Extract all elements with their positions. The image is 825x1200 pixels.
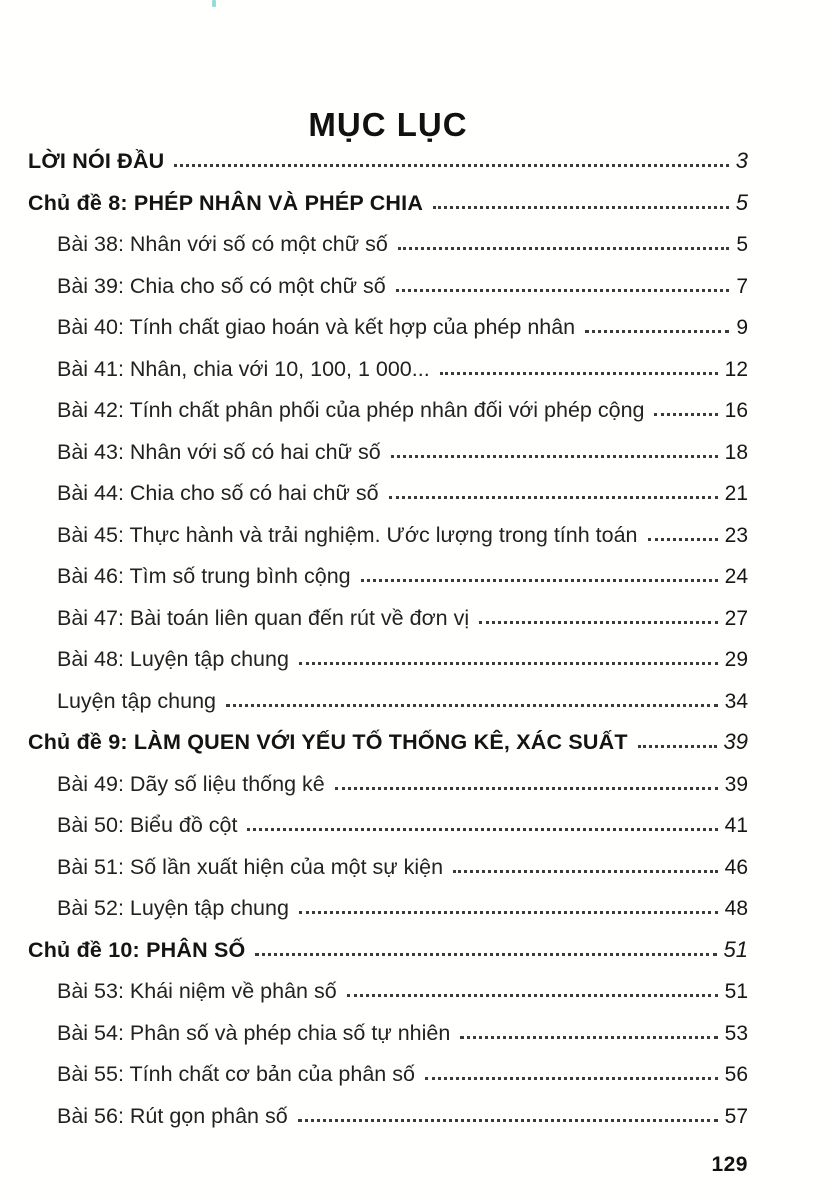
dot-leader bbox=[396, 289, 730, 292]
dot-leader bbox=[389, 496, 718, 499]
toc-entry bbox=[28, 1013, 748, 1055]
toc-entry bbox=[28, 224, 748, 266]
toc-entry-label: Bài 47: Bài toán liên quan đến rút về đơn vị bbox=[57, 605, 470, 630]
dot-leader bbox=[255, 953, 716, 956]
toc-entry-label: Bài 53: Khái niệm về phân số bbox=[57, 979, 337, 1003]
dot-leader bbox=[433, 206, 729, 209]
dot-leader bbox=[460, 1036, 717, 1039]
footer-page-number: 129 bbox=[711, 1153, 748, 1176]
toc-entry-page: 12 bbox=[724, 357, 748, 381]
toc-entry-label: Chủ đề 10: PHÂN SỐ bbox=[28, 937, 246, 962]
dot-leader bbox=[299, 911, 718, 914]
toc-entry-label: Bài 42: Tính chất phân phối của phép nhân đối với phép cộng bbox=[57, 398, 645, 422]
dot-leader bbox=[638, 745, 717, 748]
toc-entry-page: 18 bbox=[724, 440, 748, 464]
dot-leader bbox=[247, 828, 717, 831]
toc-entry bbox=[28, 722, 748, 764]
toc-entry bbox=[28, 390, 748, 432]
toc-entry-page: 27 bbox=[724, 606, 748, 630]
toc-entry-page: 7 bbox=[736, 274, 748, 298]
toc-entry-label: Bài 44: Chia cho số có hai chữ số bbox=[57, 481, 379, 505]
toc-entry bbox=[28, 432, 748, 474]
toc-entry-label: Bài 46: Tìm số trung bình cộng bbox=[57, 564, 351, 588]
dot-leader bbox=[391, 455, 718, 458]
toc-entry-page: 24 bbox=[724, 565, 748, 588]
toc-entry bbox=[28, 639, 748, 681]
scan-artifact bbox=[212, 0, 216, 7]
dot-leader bbox=[361, 579, 718, 582]
dot-leader bbox=[299, 662, 718, 665]
toc-entry-label: Chủ đề 8: PHÉP NHÂN VÀ PHÉP CHIA bbox=[28, 190, 424, 215]
dot-leader bbox=[398, 247, 729, 250]
toc-entry-page: 3 bbox=[735, 148, 748, 173]
toc-entry bbox=[28, 971, 748, 1013]
dot-leader bbox=[174, 164, 728, 167]
toc-entry bbox=[28, 930, 748, 972]
toc-entry bbox=[28, 847, 748, 889]
toc-entry bbox=[28, 888, 748, 930]
toc-entry bbox=[28, 266, 748, 308]
toc-entry-page: 5 bbox=[736, 233, 748, 256]
toc-entry-label: Bài 40: Tính chất giao hoán và kết hợp của phép nhân bbox=[57, 315, 576, 339]
toc-entry bbox=[28, 598, 748, 640]
toc-entry bbox=[28, 1054, 748, 1096]
toc-entry-label: Bài 54: Phân số và phép chia số tự nhiên bbox=[57, 1020, 451, 1045]
toc-entry-page: 57 bbox=[724, 1104, 748, 1128]
dot-leader bbox=[440, 372, 718, 375]
dot-leader bbox=[298, 1119, 718, 1122]
toc-entry-page: 48 bbox=[724, 897, 748, 920]
toc-entry-page: 34 bbox=[724, 689, 748, 713]
toc-entry-page: 46 bbox=[724, 855, 748, 879]
toc-entry-label: Bài 39: Chia cho số có một chữ số bbox=[57, 273, 386, 298]
dot-leader bbox=[648, 538, 718, 541]
toc-entry-page: 39 bbox=[723, 729, 748, 754]
toc-entry-label: Bài 43: Nhân với số có hai chữ số bbox=[57, 439, 381, 464]
toc-entry bbox=[28, 141, 748, 183]
toc-entry-label: Bài 38: Nhân với số có một chữ số bbox=[57, 232, 388, 256]
toc-entry-page: 51 bbox=[723, 936, 748, 962]
toc-entry-label: Luyện tập chung bbox=[57, 688, 216, 713]
toc-entry bbox=[28, 681, 748, 723]
toc-entry bbox=[28, 349, 748, 391]
dot-leader bbox=[479, 621, 718, 624]
toc-entry-page: 5 bbox=[735, 189, 748, 215]
toc-entry bbox=[28, 764, 748, 806]
toc-entry-page: 21 bbox=[724, 482, 748, 505]
toc-entry bbox=[28, 473, 748, 515]
toc-entry bbox=[28, 805, 748, 847]
toc-list bbox=[28, 141, 748, 1137]
dot-leader bbox=[425, 1077, 718, 1080]
dot-leader bbox=[453, 870, 718, 873]
toc-entry bbox=[28, 515, 748, 557]
toc-entry bbox=[28, 307, 748, 349]
toc-entry-label: Bài 41: Nhân, chia với 10, 100, 1 000... bbox=[57, 356, 430, 381]
toc-entry-label: LỜI NÓI ĐẦU bbox=[28, 149, 165, 173]
toc-entry bbox=[28, 556, 748, 598]
dot-leader bbox=[226, 704, 718, 707]
toc-entry-label: Bài 56: Rút gọn phân số bbox=[57, 1103, 288, 1128]
toc-entry-page: 51 bbox=[724, 980, 748, 1003]
page-title: MỤC LỤC bbox=[308, 106, 468, 144]
toc-entry-label: Bài 50: Biểu đồ cột bbox=[57, 813, 238, 837]
dot-leader bbox=[585, 330, 729, 333]
toc-entry-page: 16 bbox=[724, 399, 748, 422]
toc-entry-page: 56 bbox=[724, 1063, 748, 1086]
dot-leader bbox=[335, 787, 718, 790]
toc-entry-page: 23 bbox=[724, 523, 748, 547]
toc-entry-label: Bài 48: Luyện tập chung bbox=[57, 647, 289, 671]
toc-entry-page: 39 bbox=[724, 772, 748, 796]
dot-leader bbox=[654, 413, 717, 416]
toc-entry-label: Bài 52: Luyện tập chung bbox=[57, 896, 289, 920]
toc-entry bbox=[28, 1096, 748, 1138]
toc-entry-label: Bài 49: Dãy số liệu thống kê bbox=[57, 771, 325, 796]
toc-entry-label: Bài 51: Số lần xuất hiện của một sự kiện bbox=[57, 854, 444, 879]
toc-entry-page: 41 bbox=[724, 814, 748, 837]
toc-entry-page: 9 bbox=[736, 316, 748, 339]
toc-entry-page: 53 bbox=[724, 1021, 748, 1045]
toc-entry-page: 29 bbox=[724, 648, 748, 671]
toc-entry-label: Chủ đề 9: LÀM QUEN VỚI YẾU TỐ THỐNG KÊ, XÁC SUẤT bbox=[28, 730, 628, 754]
toc-entry bbox=[28, 183, 748, 225]
dot-leader bbox=[347, 994, 718, 997]
toc-entry-label: Bài 55: Tính chất cơ bản của phân số bbox=[57, 1062, 415, 1086]
toc-entry-label: Bài 45: Thực hành và trải nghiệm. Ước lượng trong tính toán bbox=[57, 522, 638, 547]
